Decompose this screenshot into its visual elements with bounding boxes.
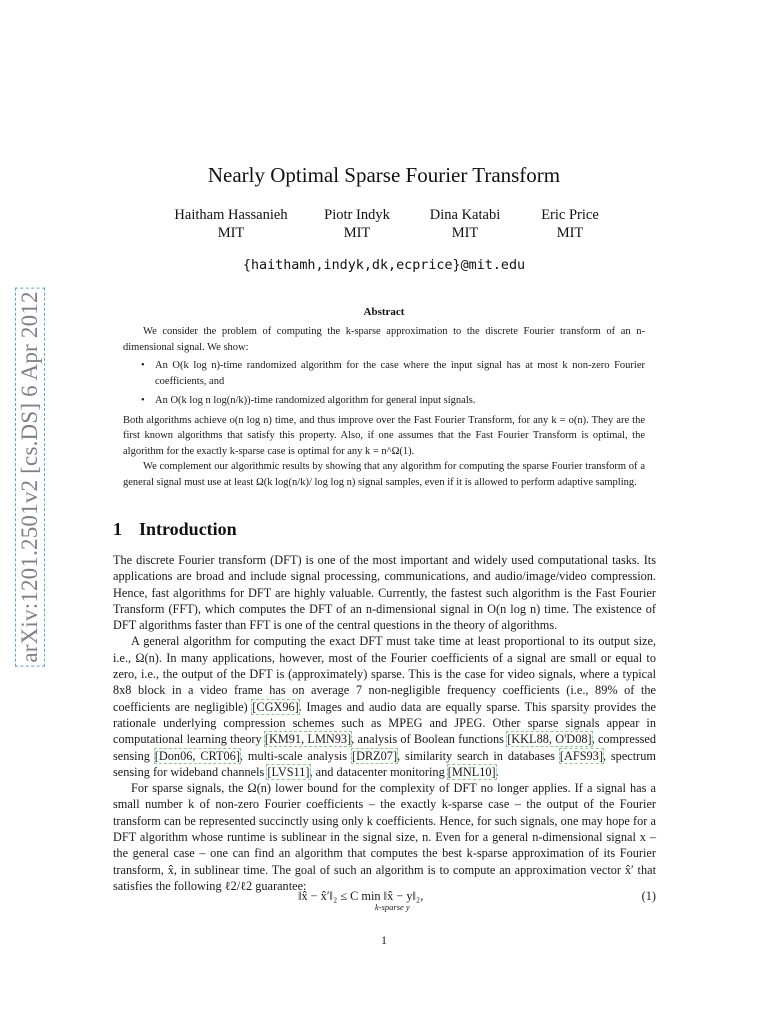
citation-link[interactable]: [Don06, CRT06] [154, 748, 240, 763]
equation-1 [113, 889, 656, 919]
author-affiliation: MIT [451, 225, 479, 241]
citation-link[interactable]: [KKL88, O'D08] [507, 732, 592, 747]
body-text-run: . [495, 764, 499, 779]
author-affiliation: MIT [343, 225, 371, 241]
abstract-paragraph: We consider the problem of computing the k-sparse approximation to the discrete Fourier transform of an n-dimensional signal. We show: [123, 326, 645, 353]
citation-link[interactable]: [CGX96] [252, 699, 299, 714]
body-text-run: , analysis of Boolean functions [351, 732, 508, 747]
bullet-text: An O(k log n log(n/k))-time randomized algorithm for general input signals. [155, 395, 476, 406]
body-paragraph [113, 633, 656, 780]
arxiv-side-stamp [14, 262, 46, 692]
equation-expression: ‖x̂ − x̂′‖₂ ≤ C min ‖x̂ − y‖₂, [298, 889, 424, 903]
abstract-bullet-list [123, 358, 645, 409]
abstract-bullet-item [123, 358, 645, 389]
bullet-icon: • [141, 395, 145, 406]
body-paragraph: The discrete Fourier transform (DFT) is one of the most important and widely used computational tasks. Its applications are broad and include signal processing, communications, and audio/image/video compression. Hence, fast algorithms for DFT are highly valuable. Currently, the fastest such algorithm is the Fast Fourier Transform (FFT), which computes the DFT of an n-dimensional signal in O(n log n) time. The existence of DFT algorithms faster than FFT is one of the central questions in the theory of algorithms. [113, 553, 656, 633]
author-emails: {haithamh,indyk,dk,ecprice}@mit.edu [242, 258, 526, 273]
body-text-run: A general algorithm for computing the exact DFT must take time at least proportional to its output size, i.e., Ω(n). In many applications, however, most of the Fourier coefficients of a signal are small or equal to zero, i.e., the output of the DFT is (approximately) sparse. This is the case for video signals, where a typical 8x8 block in a video frame has on average 7 non-negligible frequency coefficients (i.e., 89% of the coefficients are negligible) [113, 634, 656, 714]
equation-subscript: k-sparse y [375, 902, 410, 912]
author-1 [166, 206, 296, 242]
author-affiliation: MIT [556, 225, 584, 241]
author-affiliation: MIT [217, 225, 245, 241]
author-2 [312, 206, 402, 242]
author-name: Eric Price [541, 207, 599, 223]
section-title-text: Introduction [139, 519, 237, 539]
body-text-run: , multi-scale analysis [239, 748, 352, 763]
body-text [113, 552, 656, 894]
body-text-run: , compressed sensing [113, 732, 656, 763]
author-3 [420, 206, 510, 242]
abstract-paragraph: We complement our algorithmic results by showing that any algorithm for computing the sparse Fourier transform of a general signal must use at least Ω(k log(n/k)/ log log n) signal samples, even if it is allowed to perform adaptive sampling. [123, 461, 645, 488]
bullet-icon: • [141, 360, 145, 371]
citation-link[interactable]: [AFS93] [559, 748, 603, 763]
arxiv-identifier[interactable]: arXiv:1201.2501v2 [cs.DS] 6 Apr 2012 [17, 291, 42, 663]
section-heading [113, 519, 237, 540]
author-block [0, 206, 768, 246]
equation-number: (1) [641, 889, 656, 903]
author-name: Haitham Hassanieh [174, 207, 288, 223]
page-number: 1 [381, 933, 387, 947]
body-text-run: , spectrum sensing for wideband channels [113, 748, 656, 779]
body-paragraph: For sparse signals, the Ω(n) lower bound for the complexity of DFT no longer applies. If a signal has a small number k of non-zero Fourier coefficients – the exactly k-sparse case – the output of the Fourier transform can be represented succinctly using only k coefficients. Hence, for such signals, one may hope for a DFT algorithm whose runtime is sublinear in the signal size, n. Even for a general n-dimensional signal x – the general case – one can find an algorithm that computes the best k-sparse approximation of its Fourier transform, x̂, in sublinear time. The goal of such an algorithm is to compute an approximation vector x̂′ that satisfies the following ℓ2/ℓ2 guarantee: [113, 781, 656, 893]
bullet-text: An O(k log n)-time randomized algorithm for the case where the input signal has at most k non-zero Fourier coefficients, and [155, 360, 645, 387]
author-name: Dina Katabi [429, 207, 501, 223]
citation-link[interactable]: [DRZ07] [351, 748, 398, 763]
abstract-body [123, 324, 645, 490]
abstract-bullet-item [123, 393, 645, 409]
section-number: 1 [113, 519, 122, 539]
citation-link[interactable]: [MNL10] [447, 764, 496, 779]
body-text-run: , and datacenter monitoring [309, 764, 448, 779]
body-text-run: . Images and audio data are equally sparse. This sparsity provides the rationale underlying compression schemes such as MPEG and JPEG. Other sparse signals appear in computational learning theory [113, 699, 656, 747]
abstract-heading: Abstract [363, 306, 405, 318]
citation-link[interactable]: [LVS11] [267, 764, 310, 779]
abstract-paragraph: Both algorithms achieve o(n log n) time, and thus improve over the Fast Fourier Transform, for any k = o(n). They are the first known algorithms that satisfy this property. Also, if one assumes that the Fast Fourier Transform is optimal, the algorithm for the exactly k-sparse case is optimal for any k = n^Ω(1). [123, 414, 645, 457]
paper-title: Nearly Optimal Sparse Fourier Transform [207, 163, 561, 187]
body-text-run: , similarity search in databases [397, 748, 560, 763]
author-name: Piotr Indyk [324, 207, 390, 223]
author-4 [528, 206, 612, 242]
citation-link[interactable]: [KM91, LMN93] [264, 732, 352, 747]
